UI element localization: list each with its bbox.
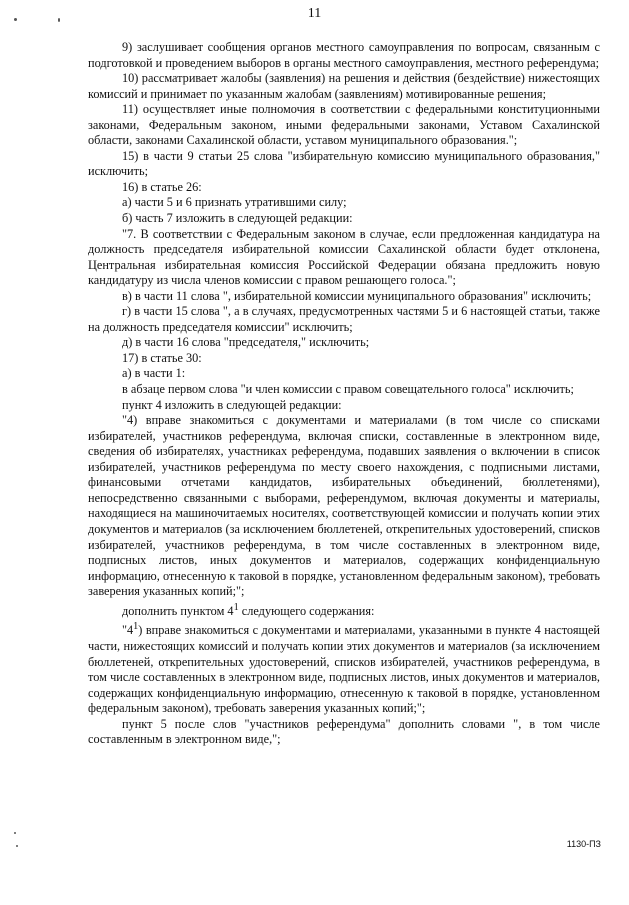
scan-speck (16, 845, 18, 847)
paragraph: в) в части 11 слова ", избирательной комиссии муниципального образования" исключить; (122, 288, 592, 303)
paragraph: д) в части 16 слова "председателя," исключить; (122, 335, 370, 350)
paragraph: 16) в статье 26: (122, 179, 202, 194)
paragraph: 15) в части 9 статьи 25 слова "избирательную комиссию муниципального образования," исключить; (88, 148, 600, 179)
document-body (88, 40, 600, 748)
paragraph: "7. В соответствии с Федеральным законом в случае, если предложенная кандидатура на должность председателя избирательной комиссии Сахалинской области будет отклонена, Центральная избирательная комиссия Российской Федерации обязана предложить новую кандидатуру из числа членов комиссии с правом решающего голоса."; (88, 226, 600, 288)
paragraph: 10) рассматривает жалобы (заявления) на решения и действия (бездействие) нижестоящих комиссий и принимает по указанным жалобам (заявлениям) мотивированные решения; (88, 71, 600, 101)
paragraph: 17) в статье 30: (122, 350, 202, 365)
insert-text-before: дополнить пунктом 4 (122, 603, 234, 618)
paragraph: 11) осуществляет иные полномочия в соответствии с федеральными конституционными законами, Федеральным законом, иными федеральными законами, Уставом Сахалинской области, законами Сахалинской области, уставом муниципального образования."; (88, 102, 600, 148)
document-code: 1130-ПЗ (566, 839, 601, 849)
page-number: 11 (307, 6, 322, 21)
paragraph: "4) вправе знакомиться с документами и материалами (в том числе со списками избирателей, участников референдума, включая списки, составленные в электронном виде, сведения об избирателях, участниках референдума, подавших заявления о включении в список избирателей, участников референдума по месту своего нахождения, с подписными листами, финансовыми отчетами кандидатов, избирательных объединений, бюллетенями), непосредственно связанными с выборами, референдумом, включая документы и материалы, находящиеся на машиночитаемых носителях, соответствующей комиссии и получать копии этих документов и материалов (за исключением бюллетеней, открепительных удостоверений, списков избирателей, участников референдума, в том числе составленных в электронном виде, подписных листов, иных документов и материалов, содержащих конфиденциальную информацию, отнесенную к таковой в порядке, установленном федеральным законом), требовать заверения указанных копий;"; (88, 413, 600, 599)
paragraph: б) часть 7 изложить в следующей редакции: (122, 211, 353, 226)
point-4-1-paragraph (88, 619, 600, 716)
insert-point-paragraph (88, 600, 600, 620)
paragraph: г) в части 15 слова ", а в случаях, предусмотренных частями 5 и 6 настоящей статьи, также на должность председателя комиссии" исключить; (88, 304, 600, 334)
point-open: "4 (122, 623, 134, 638)
paragraph: 9) заслушивает сообщения органов местного самоуправления по вопросам, связанным с подготовкой и проведением выборов в органы местного самоуправления, местного референдума; (88, 40, 600, 70)
scan-speck (14, 832, 16, 834)
paragraph: а) части 5 и 6 признать утратившими силу; (122, 195, 347, 210)
superscript: 1 (133, 621, 139, 633)
paragraph: пункт 5 после слов "участников референдума" дополнить словами ", в том числе составленным в электронном виде,"; (88, 716, 600, 747)
point-rest: ) вправе знакомиться с документами и материалами, указанными в пункте 4 настоящей части, нижестоящих комиссий и получать копии этих документов и материалов (за исключением бюллетеней, открепительных удостоверений, списков избирателей, участников референдума, в том числе составленных в электронном виде, подписных листов, иных документов и материалов, содержащих конфиденциальную информацию, отнесенную к таковой в порядке, установленном федеральным законом), требовать заверения указанных копий;"; (88, 623, 600, 716)
superscript: 1 (233, 601, 239, 613)
paragraph: в абзаце первом слова "и член комиссии с правом совещательного голоса" исключить; (122, 382, 574, 397)
paragraph: а) в части 1: (122, 366, 186, 381)
paragraph: пункт 4 изложить в следующей редакции: (122, 397, 342, 412)
insert-text-after: следующего содержания: (238, 603, 375, 618)
